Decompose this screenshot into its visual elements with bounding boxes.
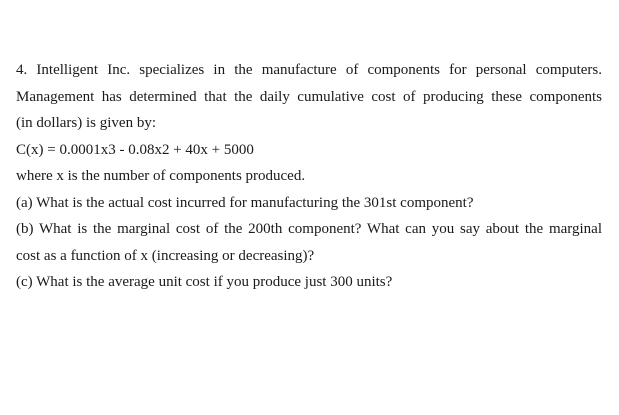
- variable-definition: where x is the number of components produced.: [16, 168, 306, 184]
- question-c: (c) What is the average unit cost if you produce just 300 units?: [16, 274, 393, 290]
- question-b-line-2: cost as a function of x (increasing or decreasing)?: [16, 247, 315, 264]
- problem-intro-line-3: (in dollars) is given by:: [16, 115, 156, 131]
- question-b-line-1: (b) What is the marginal cost of the 200th component? What can you say about the marginal: [16, 221, 602, 237]
- problem-text: [16, 57, 602, 296]
- problem-intro-line-2: Management has determined that the daily cumulative cost of producing these components: [16, 88, 602, 105]
- question-a: (a) What is the actual cost incurred for manufacturing the 301st component?: [16, 194, 474, 211]
- problem-intro-line-1: 4. Intelligent Inc. specializes in the manufacture of components for personal computers.: [16, 62, 602, 78]
- cost-formula: C(x) = 0.0001x3 - 0.08x2 + 40x + 5000: [16, 141, 254, 158]
